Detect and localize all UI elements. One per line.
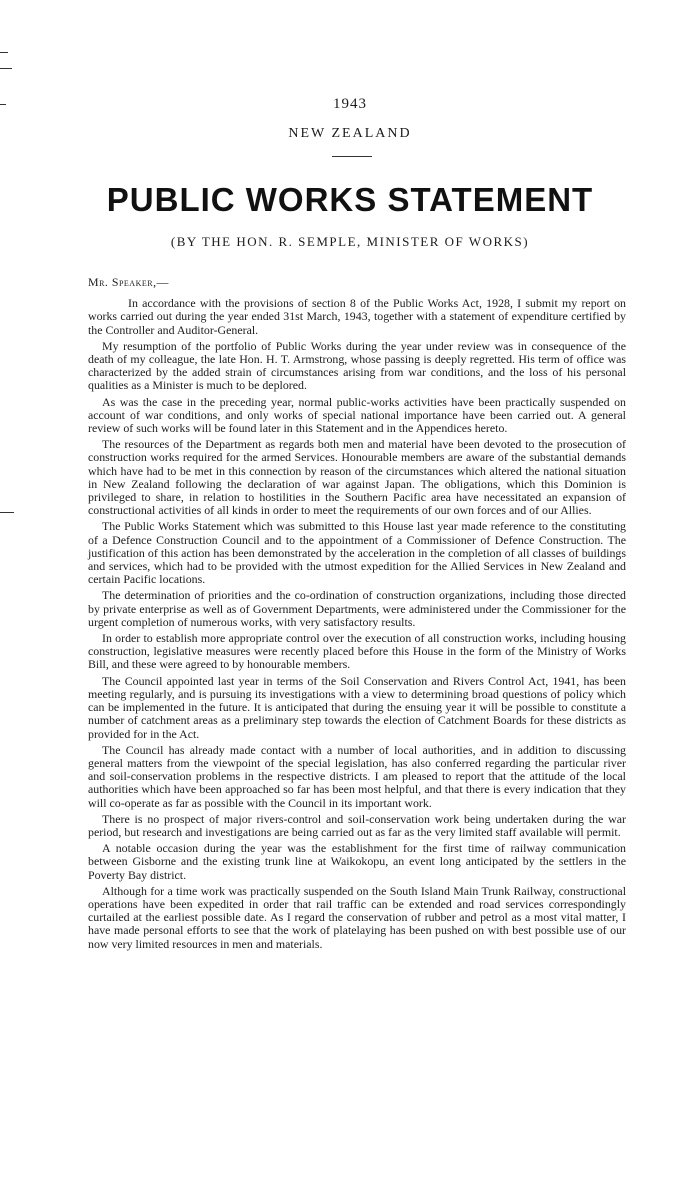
paragraph: In order to establish more appropriate control over the execution of all construction works, including housing construction, legislative measures were recently placed before this House in the form of the Ministry of Works Bill, and these were agreed to by honourable members.	[88, 631, 626, 672]
margin-mark	[0, 52, 8, 53]
margin-mark	[0, 68, 12, 69]
paragraph: Although for a time work was practically suspended on the South Island Main Trunk Railway, constructional operations have been expedited in order that rail traffic can be extended and road services correspondingly curtailed at the earliest possible date. As I regard the conservation of rubber and petrol as a most vital matter, I have made personal efforts to see that the work of platelaying has been pushed on with best possible use of our now very limited resources in men and materials.	[88, 883, 626, 951]
document-year: 1943	[333, 96, 367, 112]
paragraph: A notable occasion during the year was the establishment for the first time of railway communication between Gisborne and the existing trunk line at Waikokopu, an event long anticipated by the settlers in the Poverty Bay district.	[88, 841, 626, 882]
paragraph: The Council appointed last year in terms of the Soil Conservation and Rivers Control Act, 1941, has been meeting regularly, and is pursuing its investigations with a view to determining broad questions of policy which can be implemented in the future. It is anticipated that during the ensuing year it will be possible to constitute a number of catchment areas as a preliminary step towards the election of Catchment Boards for these districts as provided for in the Act.	[88, 673, 626, 741]
statement-body	[88, 276, 626, 954]
paragraph: The Public Works Statement which was submitted to this House last year made reference to the constituting of a Defence Construction Council and to the appointment of a Commissioner of Defence Construction. The justification of this action has been demonstrated by the acceleration in the completion of all classes of buildings and services, which had to be provided with the utmost expedition for the Allied Services in New Zealand and certain Pacific locations.	[88, 519, 626, 587]
paragraph: My resumption of the portfolio of Public Works during the year under review was in consequence of the death of my colleague, the late Hon. H. T. Armstrong, whose passing is deeply regretted. His term of office was characterized by the added strain of circumstances arising from war conditions, and the loss of his personal qualities as a Minister is much to be deplored.	[88, 338, 626, 393]
document-country: NEW ZEALAND	[288, 126, 412, 141]
paragraph: The determination of priorities and the co-ordination of construction organizations, including those directed by private enterprise as well as of Government Departments, were administered under the Commissioner for the urgent completion of numerous works, with very satisfactory results.	[88, 588, 626, 629]
paragraph: As was the case in the preceding year, normal public-works activities have been practically suspended on account of war conditions, and only works of special national importance have been carried out. A general review of such works will be found later in this Statement and in the Appendices hereto.	[88, 394, 626, 436]
margin-mark	[0, 512, 14, 513]
page-title: PUBLIC WORKS STATEMENT	[106, 181, 594, 218]
salutation: Mr. Speaker,—	[88, 275, 169, 289]
paragraph: In accordance with the provisions of section 8 of the Public Works Act, 1928, I submit my report on works carried out during the year ended 31st March, 1943, together with a statement of expenditure certified by the Controller and Auditor-General.	[88, 296, 626, 337]
title-divider	[332, 156, 372, 157]
page-subtitle: (BY THE HON. R. SEMPLE, MINISTER OF WORKS)	[170, 234, 530, 249]
paragraph: The Council has already made contact with a number of local authorities, and in addition to discussing general matters from the viewpoint of the special legislation, has also conferred regarding the particular river and soil-conservation problems in the respective districts. I am pleased to report that the attitude of the local authorities which have been approached so far has been most helpful, and that there is every indication that they will co-operate as far as possible with the Council in its important work.	[88, 742, 626, 810]
paragraph: There is no prospect of major rivers-control and soil-conservation work being undertaken during the war period, but research and investigations are being carried out as far as the very limited staff available will permit.	[88, 811, 626, 839]
paragraph: The resources of the Department as regards both men and material have been devoted to the prosecution of construction works required for the armed Services. Honourable members are aware of the substantial demands which have had to be met in this connection by reason of the circumstances which altered the national situation in New Zealand following the declaration of war against Japan. The obligations, which this Dominion is privileged to share, in relation to hostilities in the Southern Pacific area have necessitated an expansion of constructional activities of all kinds in order to meet the requirements of our own forces and of our Allies.	[88, 437, 626, 518]
